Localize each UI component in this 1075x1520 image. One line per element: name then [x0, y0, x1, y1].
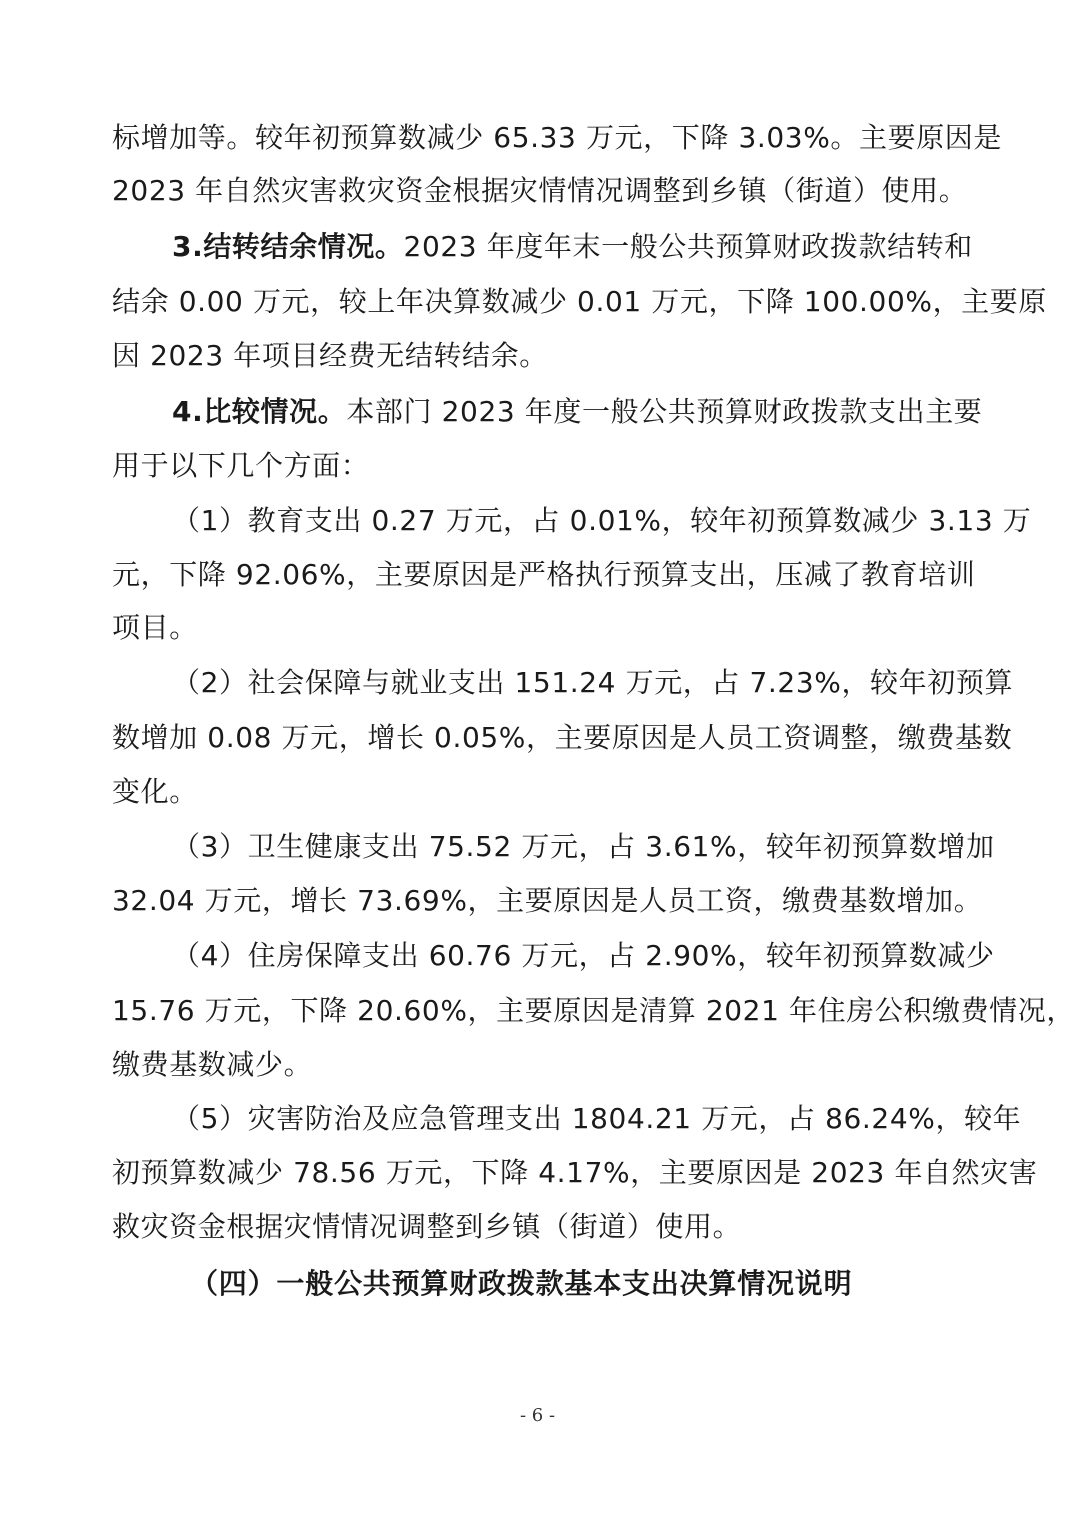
- text-line: 32.04 万元，增长 73.69%，主要原因是人员工资，缴费基数增加。: [112, 884, 983, 917]
- section-label-carryover: 3.结转结余情况。: [172, 230, 404, 263]
- text-line: 2023 年自然灾害救灾资金根据灾情情况调整到乡镇（街道）使用。: [112, 174, 968, 207]
- text-line: （1）教育支出 0.27 万元，占 0.01%，较年初预算数减少 3.13 万: [172, 504, 1032, 537]
- text-line: 缴费基数减少。: [112, 1048, 313, 1081]
- section-heading: （四）一般公共预算财政拨款基本支出决算情况说明: [190, 1267, 853, 1300]
- text-line: （3）卫生健康支出 75.52 万元，占 3.61%，较年初预算数增加: [172, 830, 995, 863]
- text-span: 本部门 2023 年度一般公共预算财政拨款支出主要: [346, 395, 983, 428]
- text-line: 项目。: [112, 611, 198, 644]
- text-line: 初预算数减少 78.56 万元，下降 4.17%，主要原因是 2023 年自然灾害: [112, 1156, 1038, 1189]
- text-span: 2023 年度年末一般公共预算财政拨款结转和: [403, 230, 973, 263]
- text-line: 变化。: [112, 775, 198, 808]
- text-line: 结余 0.00 万元，较上年决算数减少 0.01 万元，下降 100.00%，主要原: [112, 285, 1047, 318]
- text-line: （2）社会保障与就业支出 151.24 万元，占 7.23%，较年初预算: [172, 666, 1014, 699]
- text-line: （4）住房保障支出 60.76 万元，占 2.90%，较年初预算数减少: [172, 939, 995, 972]
- text-line: 因 2023 年项目经费无结转结余。: [112, 339, 548, 372]
- text-line: 用于以下几个方面：: [112, 449, 370, 482]
- text-line: 数增加 0.08 万元，增长 0.05%，主要原因是人员工资调整，缴费基数: [112, 721, 1013, 754]
- text-line: 标增加等。较年初预算数减少 65.33 万元，下降 3.03%。主要原因是: [112, 121, 1003, 154]
- section-label-comparison: 4.比较情况。: [172, 395, 347, 428]
- page-number: - 6 -: [519, 1405, 556, 1426]
- text-line: 15.76 万元，下降 20.60%，主要原因是清算 2021 年住房公积缴费情况，: [112, 994, 1075, 1027]
- paragraph-carryover: [172, 227, 973, 267]
- text-line: 救灾资金根据灾情情况调整到乡镇（街道）使用。: [112, 1210, 742, 1243]
- paragraph-comparison: [172, 392, 983, 432]
- text-line: 元，下降 92.06%，主要原因是严格执行预算支出，压减了教育培训: [112, 558, 976, 591]
- text-line: （5）灾害防治及应急管理支出 1804.21 万元，占 86.24%，较年: [172, 1102, 1022, 1135]
